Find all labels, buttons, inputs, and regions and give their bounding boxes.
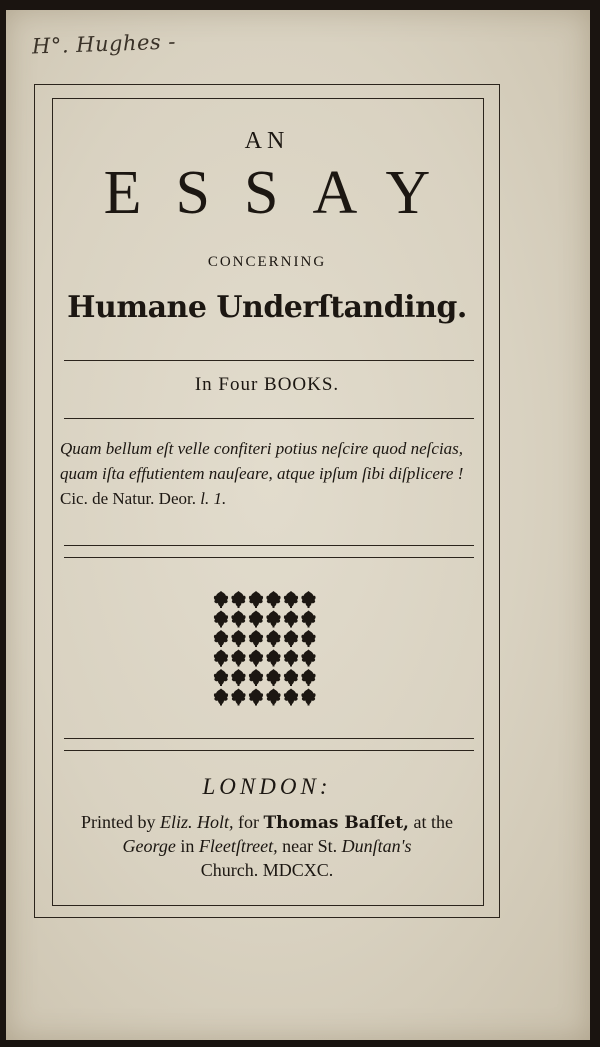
fleuron-icon [266, 689, 280, 706]
imprint-in: in [180, 836, 195, 856]
epigraph-citation-book: l. 1. [200, 489, 227, 508]
fleuron-icon [231, 630, 245, 647]
title-an: AN [244, 128, 290, 154]
fleuron-icon [231, 650, 245, 667]
fleuron-icon [266, 650, 280, 667]
fleuron-icon [266, 591, 280, 608]
rule-2 [64, 418, 474, 419]
imprint-line-3 [52, 860, 482, 881]
fleuron-icon [266, 611, 280, 628]
imprint-church: Church. [200, 860, 259, 880]
imprint-year: MDCXC. [262, 860, 334, 880]
fleuron-icon [301, 669, 315, 686]
imprint-city: LONDON: [202, 774, 332, 799]
imprint-street: Fleetſtreet, [198, 836, 278, 856]
fleuron-icon [214, 689, 228, 706]
title-essay: ESSAY [103, 159, 465, 227]
fleuron-icon [249, 630, 263, 647]
fleuron-icon [284, 630, 298, 647]
fleuron-icon [301, 630, 315, 647]
fleuron-icon [214, 669, 228, 686]
fleuron-icon [214, 650, 228, 667]
title-concerning: CONCERNING [207, 254, 327, 270]
fleuron-icon [249, 669, 263, 686]
fleuron-icon [249, 650, 263, 667]
fleuron-icon [301, 591, 315, 608]
imprint-near: near St. [282, 836, 338, 856]
rule-4a [64, 738, 474, 739]
fleuron-icon [284, 650, 298, 667]
fleuron-icon [266, 630, 280, 647]
title-humane-understanding: Humane Underſtanding. [67, 290, 467, 325]
epigraph-latin: Quam bellum eſt velle confiteri potius neſcire quod neſcias, quam iſta effutientem nauſeare, atque ipſum ſibi diſplicere ! [60, 439, 464, 483]
fleuron-icon [284, 611, 298, 628]
fleuron-icon [301, 611, 315, 628]
fleuron-icon [249, 689, 263, 706]
owner-signature: H°. Hughes - [31, 29, 177, 59]
imprint-at-the: at the [413, 812, 453, 832]
imprint-for: for [238, 812, 260, 832]
fleuron-icon [249, 591, 263, 608]
fleuron-icon [214, 611, 228, 628]
fleuron-icon [301, 650, 315, 667]
epigraph [60, 436, 476, 511]
fleuron-icon [214, 630, 228, 647]
imprint-bookseller: Thomas Baſſet, [263, 813, 409, 833]
fleuron-icon [284, 669, 298, 686]
fleuron-icon [249, 611, 263, 628]
imprint-church-name: Dunſtan's [341, 836, 412, 856]
rule-4b [64, 750, 474, 751]
fleuron-icon [214, 591, 228, 608]
fleuron-icon [231, 669, 245, 686]
rule-3a [64, 545, 474, 546]
fleuron-icon [231, 689, 245, 706]
fleuron-icon [231, 611, 245, 628]
fleuron-icon [284, 591, 298, 608]
epigraph-citation: Cic. de Natur. Deor. [60, 489, 196, 508]
fleuron-icon [231, 591, 245, 608]
fleuron-icon [284, 689, 298, 706]
imprint-sign: George [122, 836, 176, 856]
imprint-printer: Eliz. Holt, [160, 812, 234, 832]
rule-1 [64, 360, 474, 361]
imprint-line-2 [52, 836, 482, 857]
fleuron-ornament-icon [213, 590, 319, 706]
rule-3b [64, 557, 474, 558]
fleuron-icon [301, 689, 315, 706]
imprint-line-1 [52, 812, 482, 833]
books-line: In Four BOOKS. [194, 374, 340, 395]
fleuron-icon [266, 669, 280, 686]
imprint-printed-by: Printed by [81, 812, 156, 832]
